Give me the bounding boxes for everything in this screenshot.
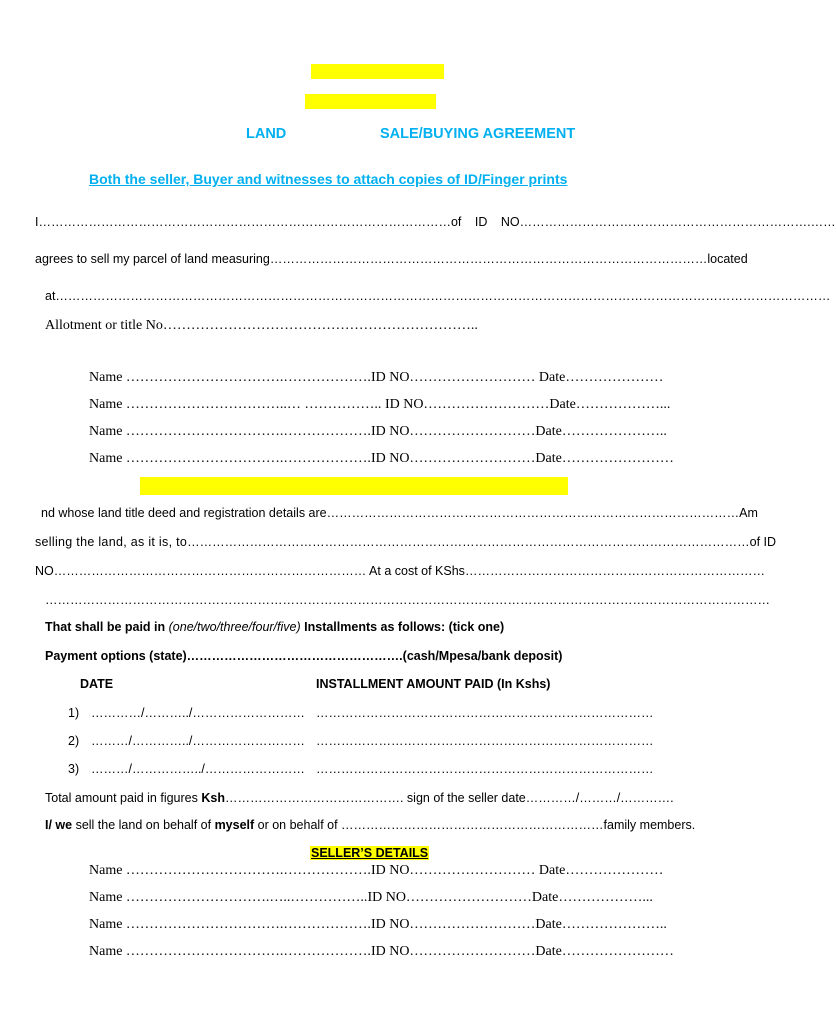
buyer-line-1 — [41, 506, 758, 520]
myself-label: myself — [214, 818, 255, 832]
cost-label: At a cost of KShs — [369, 564, 465, 578]
buyer-line-2 — [35, 535, 777, 549]
title-deed-label: nd whose land title deed and registration details are — [41, 506, 327, 520]
behalf-text-2: or on behalf of ………………………………………………………family members. — [254, 818, 696, 832]
behalf-line — [45, 818, 695, 832]
witness-row — [89, 370, 663, 386]
installment-date: ………/……………../…………………… — [91, 762, 305, 776]
total-dots-sign: ……………………………………. sign of the seller date…………/………/…………. — [224, 791, 674, 805]
intro-located-label: located — [707, 252, 748, 266]
buyer-line-4: ………………………………………………………………………………………………………………………………………………………… — [45, 593, 770, 607]
paid-in-end: Installments as follows: (tick one) — [300, 620, 505, 634]
title-deed-dots: ……………………………………………………………………………………… — [326, 506, 740, 520]
seller-row — [89, 890, 653, 906]
seller-id-date: ID NO………………………Date………………... — [367, 890, 653, 905]
highlight-bar-3 — [140, 477, 568, 495]
col-header-amount: INSTALLMENT AMOUNT PAID (In Kshs) — [316, 677, 551, 691]
paid-in-label: That shall be paid in — [45, 620, 169, 634]
sellers-details-heading: SELLER’S DETAILS — [311, 846, 429, 860]
installment-amount: ……………………………………………………………………… — [316, 762, 654, 776]
intro-id-label: of ID NO — [450, 215, 520, 229]
installment-date: ………/…………../……………………… — [91, 734, 305, 748]
witness-name: Name …………………………….………………. — [89, 424, 371, 439]
installment-date: …………/………../……………………… — [91, 706, 305, 720]
total-label: Total amount paid in figures — [45, 791, 202, 805]
installment-number: 2) — [68, 734, 80, 748]
seller-name: Name …………………………….………………. — [89, 917, 371, 932]
witness-name: Name …………………………….………………. — [89, 370, 371, 385]
seller-name: Name …………………………….………………. — [89, 863, 371, 878]
behalf-text-1: sell the land on behalf of — [72, 818, 215, 832]
installment-amount: ……………………………………………………………………… — [316, 706, 654, 720]
buyer-id-dots: NO………………………………………………………………… — [35, 564, 367, 578]
cost-dots: ……………………………………………………………… — [464, 564, 765, 578]
intro-line-4: Allotment or title No………………………………………………………….. — [45, 318, 478, 333]
witness-row — [89, 424, 667, 440]
seller-id-date: ID NO……………………… Date………………… — [370, 863, 664, 878]
installment-amount: ……………………………………………………………………… — [316, 734, 654, 748]
seller-name: Name ………………………….…..…………….. — [89, 890, 368, 905]
total-currency: Ksh — [201, 791, 225, 805]
witness-row — [89, 451, 674, 467]
intro-id-dots: …………………………………………………………….…… — [519, 215, 836, 229]
intro-land-measuring-label: agrees to sell my parcel of land measuring — [35, 252, 270, 266]
selling-to-label: selling the land, as it is, to — [35, 535, 188, 549]
intro-name-dots: I……………………………………………………………………………………… — [35, 215, 451, 229]
seller-id-date: ID NO………………………Date………………….. — [370, 917, 667, 932]
intro-measure-dots: …………………………………………………………………………………………… — [269, 252, 708, 266]
total-line — [45, 791, 674, 805]
intro-line-3: at…………………………………………………………………………………………………………………………………………………………………… — [45, 289, 831, 303]
seller-row — [89, 917, 667, 933]
seller-row — [89, 944, 674, 960]
installment-number: 1) — [68, 706, 80, 720]
highlight-bar-2 — [305, 94, 436, 109]
paid-in-line — [45, 620, 504, 634]
witness-id-date: ID NO……………………… Date………………… — [370, 370, 664, 385]
witness-id-date: ID NO………………………Date…………………… — [370, 451, 674, 466]
installment-number: 3) — [68, 762, 80, 776]
i-we-label: I/ we — [45, 818, 73, 832]
intro-line-2 — [35, 252, 748, 266]
witness-id-date: ID NO………………………Date………………... — [381, 397, 671, 412]
witness-row — [89, 397, 670, 413]
of-id-label: of ID — [749, 535, 777, 549]
seller-name: Name …………………………….………………. — [89, 944, 371, 959]
seller-row — [89, 863, 663, 879]
am-label: Am — [739, 506, 758, 520]
intro-line-1 — [35, 215, 836, 229]
witness-name: Name ……………………………..… …………….. — [89, 397, 382, 412]
buyer-name-dots: ……………………………………………………………………………………………………………………… — [187, 535, 750, 549]
witness-name: Name …………………………….………………. — [89, 451, 371, 466]
title-land: LAND — [246, 126, 287, 142]
payment-options-line: Payment options (state)…………………………………………….(cash/Mpesa/bank deposit) — [45, 649, 563, 663]
buyer-line-3 — [35, 564, 765, 578]
witness-id-date: ID NO………………………Date………………….. — [370, 424, 667, 439]
col-header-date: DATE — [80, 677, 114, 691]
subtitle-instruction: Both the seller, Buyer and witnesses to attach copies of ID/Finger prints — [89, 171, 568, 187]
seller-id-date: ID NO………………………Date…………………… — [370, 944, 674, 959]
title-agreement: SALE/BUYING AGREEMENT — [380, 126, 576, 142]
paid-in-options: (one/two/three/four/five) — [168, 620, 301, 634]
highlight-bar-1 — [311, 64, 444, 79]
